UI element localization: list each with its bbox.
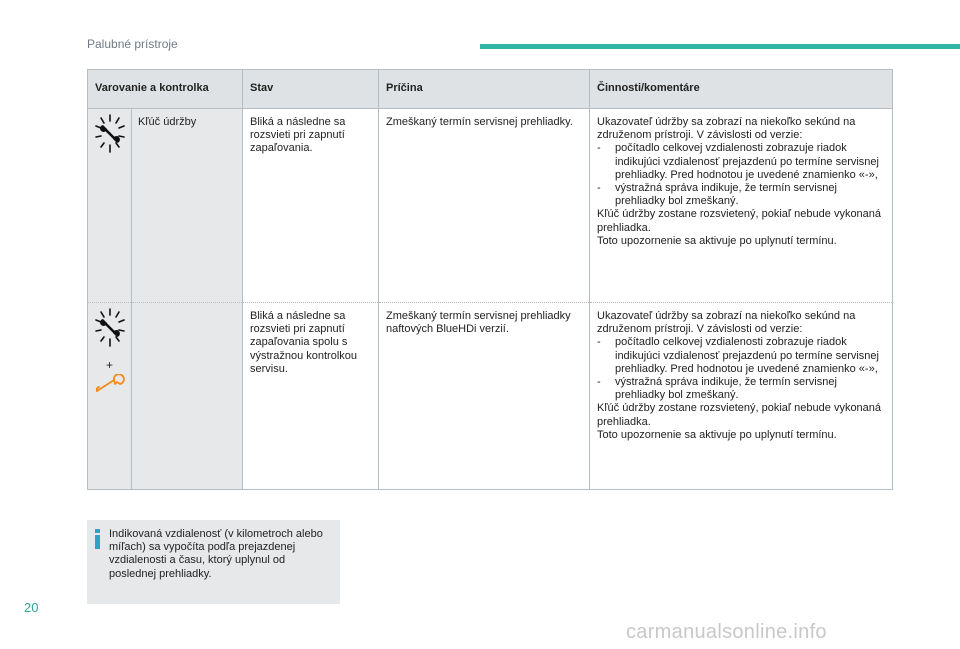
list-item (597, 336, 885, 376)
service-wrench-icon (94, 374, 126, 394)
comments-cell (590, 109, 893, 303)
comments-outro: Toto upozornenie sa aktivuje po uplynutí termínu. (597, 234, 837, 247)
maintenance-wrench-icon (93, 307, 127, 349)
table-header-row (88, 70, 893, 109)
info-text: Indikovaná vzdialenosť (v kilometroch alebo míľach) sa vypočíta podľa prejazdenej vzdialenosti a času, ktorý uplynul od poslednej prehliadky. (109, 528, 323, 580)
header-accent-bar (480, 44, 960, 49)
warning-label: Kľúč údržby (132, 109, 243, 303)
bullet-marker: - (597, 142, 601, 155)
comments-outro: Kľúč údržby zostane rozsvietený, pokiaľ nebude vykonaná prehliadka. (597, 208, 882, 234)
info-box (87, 520, 340, 604)
warning-label (132, 303, 243, 490)
list-item (597, 182, 885, 208)
stav-cell: Bliká a následne sa rozsvieti pri zapnutí zapaľovania. (243, 109, 379, 303)
plus-sign: + (105, 358, 113, 373)
bullet-text: počítadlo celkovej vzdialenosti zobrazuje riadok indikujúci vzdialenosť prejazdenú po termíne servisnej prehliadky. Pred hodnotou je uvedené znamienko «-», (615, 336, 879, 375)
comments-intro: Ukazovateľ údržby sa zobrazí na niekoľko sekúnd na združenom prístroji. V závislosti od verzie: (597, 116, 856, 142)
list-item (597, 142, 885, 182)
comments-intro: Ukazovateľ údržby sa zobrazí na niekoľko sekúnd na združenom prístroji. V závislosti od verzie: (597, 310, 856, 336)
page-number: 20 (24, 600, 39, 615)
warning-lights-table (87, 69, 893, 490)
comments-cell (590, 303, 893, 490)
info-icon (94, 529, 101, 549)
header-pricina: Príčina (379, 70, 590, 109)
table-row (88, 109, 893, 303)
header-stav: Stav (243, 70, 379, 109)
list-item (597, 376, 885, 402)
page-header-title: Palubné prístroje (87, 37, 178, 51)
maintenance-wrench-icon (93, 113, 127, 155)
bullet-marker: - (597, 182, 601, 195)
pricina-cell: Zmeškaný termín servisnej prehliadky. (379, 109, 590, 303)
table-row (88, 303, 893, 490)
pricina-cell: Zmeškaný termín servisnej prehliadky naftových BlueHDi verzií. (379, 303, 590, 490)
comments-outro: Kľúč údržby zostane rozsvietený, pokiaľ nebude vykonaná prehliadka. (597, 402, 882, 428)
bullet-marker: - (597, 336, 601, 349)
bullet-text: výstražná správa indikuje, že termín servisnej prehliadky bol zmeškaný. (615, 376, 837, 402)
comments-outro: Toto upozornenie sa aktivuje po uplynutí termínu. (597, 428, 837, 441)
watermark: carmanualsonline.info (626, 621, 827, 643)
icon-cell (88, 303, 132, 490)
bullet-text: počítadlo celkovej vzdialenosti zobrazuje riadok indikujúci vzdialenosť prejazdenú po termíne servisnej prehliadky. Pred hodnotou je uvedené znamienko «-», (615, 142, 879, 181)
header-varovanie: Varovanie a kontrolka (88, 70, 243, 109)
bullet-text: výstražná správa indikuje, že termín servisnej prehliadky bol zmeškaný. (615, 182, 837, 208)
stav-cell: Bliká a následne sa rozsvieti pri zapnutí zapaľovania spolu s výstražnou kontrolkou servisu. (243, 303, 379, 490)
icon-cell (88, 109, 132, 303)
header-cinnosti: Činnosti/komentáre (590, 70, 893, 109)
bullet-marker: - (597, 376, 601, 389)
